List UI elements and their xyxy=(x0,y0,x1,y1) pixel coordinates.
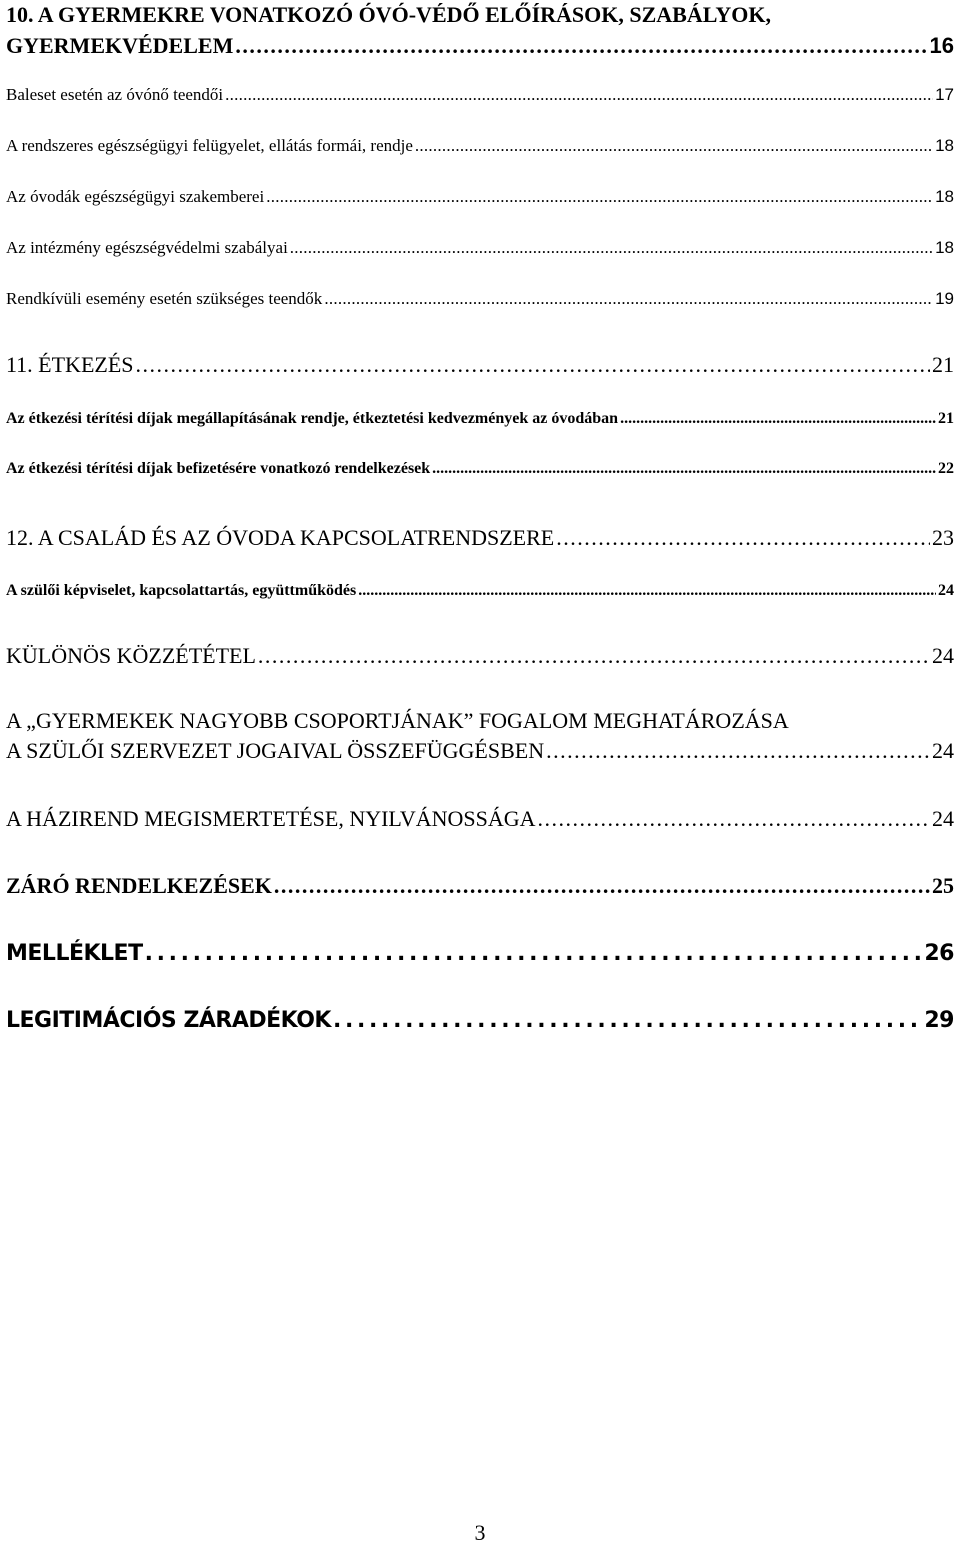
toc-entry-page: 24 xyxy=(932,806,954,831)
toc-entry-page: 25 xyxy=(932,873,954,898)
dot-leader xyxy=(333,1008,922,1033)
toc-entry-page: 17 xyxy=(935,85,954,104)
toc-entry-title: ZÁRÓ RENDELKEZÉSEK xyxy=(6,873,272,898)
dot-leader xyxy=(290,238,933,258)
toc-entry[interactable] xyxy=(6,806,954,832)
dot-leader xyxy=(235,33,927,59)
toc-entry-title: Az óvodák egészségügyi szakemberei xyxy=(6,187,265,206)
dot-leader xyxy=(136,352,931,378)
dot-leader xyxy=(415,136,933,156)
toc-entry[interactable] xyxy=(6,643,954,669)
toc-entry[interactable] xyxy=(6,873,954,899)
toc-entry[interactable] xyxy=(6,525,954,551)
toc-entry[interactable] xyxy=(6,941,954,966)
toc-entry[interactable] xyxy=(6,410,954,428)
toc-entry-title: LEGITIMÁCIÓS ZÁRADÉKOK xyxy=(6,1008,331,1033)
toc-entry-page: 24 xyxy=(932,643,954,668)
dot-leader xyxy=(556,525,930,551)
toc-entry-title: A HÁZIREND MEGISMERTETÉSE, NYILVÁNOSSÁGA xyxy=(6,806,536,831)
toc-entry-title: MELLÉKLET xyxy=(6,941,143,966)
toc-entry[interactable] xyxy=(6,187,954,207)
toc-entry-title: Rendkívüli esemény esetén szükséges teendők xyxy=(6,289,323,308)
toc-entry-title-line: A „GYERMEKEK NAGYOBB CSOPORTJÁNAK” FOGALOM MEGHATÁROZÁSA xyxy=(6,708,789,733)
toc-entry-page: 18 xyxy=(935,187,954,206)
toc-entry-page: 21 xyxy=(938,410,954,427)
toc-entry-title: A szülői képviselet, kapcsolattartás, együttműködés xyxy=(6,582,357,599)
toc-entry-title: Az intézmény egészségvédelmi szabályai xyxy=(6,238,288,257)
toc-entry-title: Az étkezési térítési díjak befizetésére vonatkozó rendelkezések xyxy=(6,460,431,477)
toc-entry-title: A SZÜLŐI SZERVEZET JOGAIVAL ÖSSZEFÜGGÉSBEN xyxy=(6,738,545,763)
toc-entry[interactable] xyxy=(6,85,954,105)
toc-entry-title: 12. A CSALÁD ÉS AZ ÓVODA KAPCSOLATRENDSZERE xyxy=(6,525,555,550)
dot-leader xyxy=(258,643,930,669)
toc-entry-title: GYERMEKVÉDELEM xyxy=(6,33,234,58)
toc-entry-title: KÜLÖNÖS KÖZZÉTÉTEL xyxy=(6,643,256,668)
toc-entry[interactable] xyxy=(6,289,954,309)
dot-leader xyxy=(324,289,933,309)
toc-entry-title: 11. ÉTKEZÉS xyxy=(6,352,134,377)
dot-leader xyxy=(620,410,936,428)
toc-entry[interactable] xyxy=(6,352,954,378)
toc-entry[interactable] xyxy=(6,238,954,258)
dot-leader xyxy=(225,85,933,105)
toc-entry-page: 18 xyxy=(935,136,954,155)
dot-leader xyxy=(358,582,936,600)
toc-entry-page: 21 xyxy=(932,352,954,377)
toc-entry[interactable] xyxy=(6,1008,954,1033)
dot-leader xyxy=(145,941,923,966)
toc-entry-page: 24 xyxy=(932,738,954,763)
page-number: 3 xyxy=(474,1520,486,1545)
dot-leader xyxy=(432,460,936,478)
toc-entry-title: Az étkezési térítési díjak megállapításának rendje, étkeztetési kedvezmények az óvodában xyxy=(6,410,619,427)
toc-entry[interactable] xyxy=(6,33,954,59)
toc-entry-title: Baleset esetén az óvónő teendői xyxy=(6,85,224,104)
dot-leader xyxy=(546,738,930,764)
toc-entry-title-line: 10. A GYERMEKRE VONATKOZÓ ÓVÓ-VÉDŐ ELŐÍRÁSOK, SZABÁLYOK, xyxy=(6,2,772,27)
toc-entry-page: 16 xyxy=(929,33,954,58)
toc-entry-page: 23 xyxy=(932,525,954,550)
dot-leader xyxy=(274,873,930,899)
toc-entry-page: 22 xyxy=(938,460,954,477)
toc-entry[interactable] xyxy=(6,582,954,600)
toc-entry-page: 18 xyxy=(935,238,954,257)
toc-entry[interactable] xyxy=(6,136,954,156)
toc-entry-page: 29 xyxy=(924,1008,954,1033)
dot-leader xyxy=(266,187,933,207)
toc-entry-page: 19 xyxy=(935,289,954,308)
toc-entry[interactable] xyxy=(6,460,954,478)
toc-entry-page: 24 xyxy=(938,582,954,599)
toc-entry-title: A rendszeres egészségügyi felügyelet, ellátás formái, rendje xyxy=(6,136,413,155)
toc-entry-page: 26 xyxy=(924,941,954,966)
dot-leader xyxy=(538,806,930,832)
toc-entry[interactable] xyxy=(6,738,954,764)
